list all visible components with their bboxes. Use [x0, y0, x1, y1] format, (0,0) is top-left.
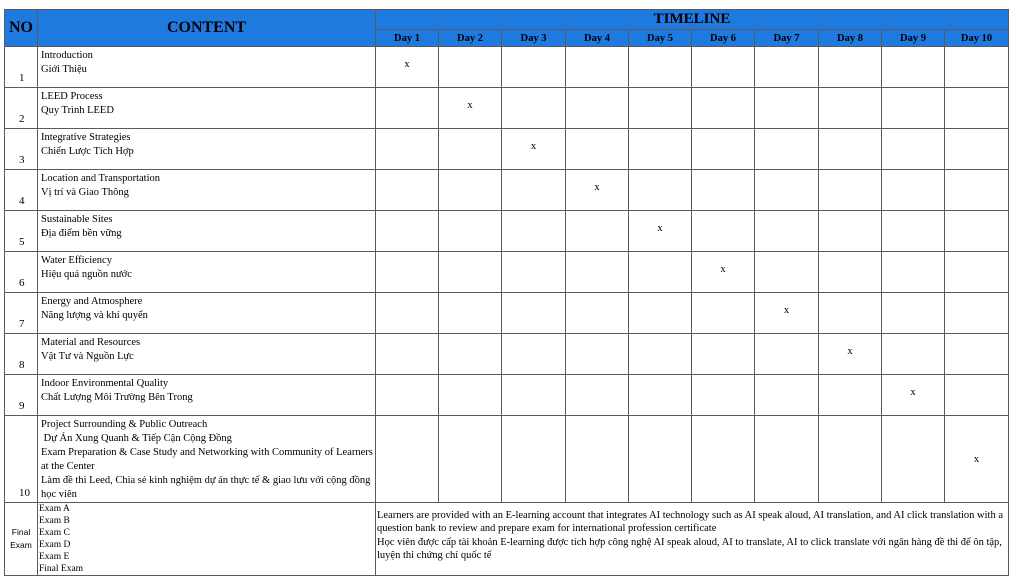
day-cell [755, 129, 819, 170]
day-cell [945, 88, 1009, 129]
day-header: Day 7 [755, 30, 819, 47]
row-content [38, 88, 376, 129]
content-line: Sustainable Sites [41, 214, 113, 225]
content-line: Giới Thiệu [41, 64, 87, 75]
day-cell [945, 170, 1009, 211]
day-header: Day 4 [566, 30, 629, 47]
day-cell [376, 416, 439, 503]
day-header: Day 9 [882, 30, 945, 47]
day-cell [376, 375, 439, 416]
exam-list [38, 503, 376, 576]
day-cell [692, 170, 755, 211]
day-cell [819, 375, 882, 416]
day-cell [692, 129, 755, 170]
day-cell [439, 416, 502, 503]
row-content [38, 375, 376, 416]
day-cell [882, 252, 945, 293]
day-cell [882, 334, 945, 375]
day-cell [376, 129, 439, 170]
day-cell [819, 293, 882, 334]
no-header: NO [5, 10, 38, 47]
day-cell [629, 88, 692, 129]
day-cell [376, 293, 439, 334]
schedule-row [5, 47, 1009, 88]
content-line: Introduction [41, 50, 93, 61]
row-content [38, 416, 376, 503]
day-cell [945, 375, 1009, 416]
row-content [38, 211, 376, 252]
day-cell [566, 129, 629, 170]
day-cell [819, 170, 882, 211]
day-cell [945, 211, 1009, 252]
day-cell [629, 375, 692, 416]
day-cell [566, 170, 629, 211]
schedule-mark: x [973, 453, 980, 465]
day-cell [566, 211, 629, 252]
day-cell [755, 88, 819, 129]
schedule-row [5, 88, 1009, 129]
exam-item: Exam E [39, 552, 70, 562]
schedule-mark: x [594, 181, 600, 193]
day-cell [376, 170, 439, 211]
row-number: 8 [5, 334, 38, 375]
exam-item: Exam C [39, 528, 70, 538]
day-cell [566, 416, 629, 503]
day-cell [755, 293, 819, 334]
day-cell [755, 416, 819, 503]
day-cell [502, 293, 566, 334]
content-line: Làm đề thi Leed, Chia sẻ kinh nghiệm dự án thực tế & giao lưu với cộng đồng học viên [41, 475, 374, 500]
row-content [38, 47, 376, 88]
day-cell [882, 170, 945, 211]
row-number: 7 [5, 293, 38, 334]
schedule-mark: x [720, 263, 726, 275]
day-cell [376, 334, 439, 375]
day-cell [945, 47, 1009, 88]
day-header: Day 6 [692, 30, 755, 47]
day-cell [692, 416, 755, 503]
day-cell [755, 334, 819, 375]
day-cell [819, 47, 882, 88]
elearning-note [376, 503, 1009, 576]
day-cell [755, 375, 819, 416]
day-cell [566, 47, 629, 88]
day-header: Day 2 [439, 30, 502, 47]
content-line: LEED Process [41, 91, 103, 102]
row-number: 2 [5, 88, 38, 129]
day-cell [882, 211, 945, 252]
day-cell [439, 88, 502, 129]
content-line: Dự Án Xung Quanh & Tiếp Cận Cộng Đồng [41, 433, 232, 444]
day-cell [502, 334, 566, 375]
content-line: Material and Resources [41, 337, 141, 348]
day-cell [945, 129, 1009, 170]
row-content [38, 252, 376, 293]
day-cell [819, 88, 882, 129]
day-cell [945, 334, 1009, 375]
note-vietnamese: Học viên được cấp tài khoản E-learning được tích hợp công nghệ AI speak aloud, AI to translate, AI to click translate với ngân hàng đề thi để ôn tập, luyện thi chứng chỉ quốc tế [377, 536, 1002, 562]
day-header: Day 3 [502, 30, 566, 47]
day-header: Day 8 [819, 30, 882, 47]
row-content [38, 129, 376, 170]
schedule-mark: x [657, 222, 663, 234]
exam-label-line: Exam [10, 540, 32, 550]
day-cell [502, 252, 566, 293]
schedule-row [5, 416, 1009, 503]
day-cell [629, 334, 692, 375]
day-cell [502, 170, 566, 211]
row-number: 3 [5, 129, 38, 170]
note-english: Learners are provided with an E-learning account that integrates AI technology such as AI speak aloud, AI translation, and AI click translation with a question bank to review and prepare exam for international profession certificate [377, 510, 1004, 535]
content-line: Năng lượng và khí quyển [41, 310, 148, 321]
day-cell [692, 293, 755, 334]
day-cell [502, 375, 566, 416]
schedule-mark: x [404, 58, 410, 70]
day-cell [376, 88, 439, 129]
day-cell [882, 47, 945, 88]
schedule-row [5, 129, 1009, 170]
content-line: Vật Tư và Nguồn Lực [41, 351, 134, 362]
day-cell [755, 170, 819, 211]
day-header: Day 5 [629, 30, 692, 47]
day-cell [629, 47, 692, 88]
day-cell [819, 211, 882, 252]
content-line: Exam Preparation & Case Study and Networking with Community of Learners at the Center [41, 447, 376, 472]
content-line: Water Efficiency [41, 255, 112, 266]
content-line: Chiến Lược Tích Hợp [41, 146, 134, 157]
day-cell [945, 416, 1009, 503]
exam-item: Exam D [39, 540, 71, 550]
schedule-mark: x [910, 386, 916, 398]
day-cell [819, 334, 882, 375]
day-cell [566, 375, 629, 416]
day-cell [819, 416, 882, 503]
row-number: 10 [5, 416, 38, 503]
day-cell [882, 129, 945, 170]
day-cell [882, 88, 945, 129]
day-cell [439, 47, 502, 88]
day-cell [692, 252, 755, 293]
day-cell [629, 170, 692, 211]
row-number: 5 [5, 211, 38, 252]
row-number: 9 [5, 375, 38, 416]
content-line: Vị trí và Giao Thông [41, 187, 129, 198]
day-cell [502, 416, 566, 503]
day-cell [502, 129, 566, 170]
day-cell [502, 47, 566, 88]
exam-item: Exam B [39, 516, 70, 526]
schedule-row [5, 252, 1009, 293]
schedule-mark: x [467, 99, 473, 111]
day-header: Day 10 [945, 30, 1009, 47]
day-header: Day 1 [376, 30, 439, 47]
day-cell [566, 293, 629, 334]
day-cell [439, 211, 502, 252]
content-line: Integrative Strategies [41, 132, 131, 143]
row-content [38, 170, 376, 211]
day-cell [439, 375, 502, 416]
day-cell [755, 252, 819, 293]
content-line: Energy and Atmosphere [41, 296, 143, 307]
day-cell [882, 375, 945, 416]
exam-item: Exam A [39, 504, 70, 514]
row-content [38, 334, 376, 375]
content-line: Quy Trình LEED [41, 105, 114, 116]
final-exam-label [5, 503, 38, 576]
day-cell [376, 211, 439, 252]
content-line: Hiệu quả nguồn nước [41, 269, 132, 280]
schedule-row [5, 293, 1009, 334]
day-cell [945, 293, 1009, 334]
content-header: CONTENT [38, 10, 376, 47]
exam-item: Final Exam [39, 564, 84, 574]
day-cell [819, 252, 882, 293]
schedule-row [5, 170, 1009, 211]
day-cell [439, 170, 502, 211]
day-cell [566, 334, 629, 375]
day-cell [882, 293, 945, 334]
content-line: Project Surrounding & Public Outreach [41, 419, 208, 430]
schedule-row [5, 375, 1009, 416]
day-cell [755, 47, 819, 88]
day-cell [629, 416, 692, 503]
content-line: Location and Transportation [41, 173, 160, 184]
final-exam-row [5, 503, 1009, 576]
schedule-mark: x [847, 345, 853, 357]
timeline-header: TIMELINE [376, 10, 1009, 30]
day-cell [882, 416, 945, 503]
content-line: Indoor Environmental Quality [41, 378, 169, 389]
day-cell [819, 129, 882, 170]
row-number: 4 [5, 170, 38, 211]
day-cell [502, 88, 566, 129]
day-cell [629, 211, 692, 252]
day-cell [945, 252, 1009, 293]
schedule-mark: x [783, 304, 790, 316]
row-number: 1 [5, 47, 38, 88]
day-cell [376, 47, 439, 88]
day-cell [566, 88, 629, 129]
day-cell [439, 293, 502, 334]
day-cell [629, 293, 692, 334]
row-content [38, 293, 376, 334]
schedule-mark: x [530, 140, 537, 152]
day-cell [439, 252, 502, 293]
day-cell [755, 211, 819, 252]
day-cell [692, 88, 755, 129]
row-number: 6 [5, 252, 38, 293]
day-cell [692, 211, 755, 252]
day-cell [692, 334, 755, 375]
day-cell [629, 129, 692, 170]
final-label-line: Final [11, 527, 31, 537]
day-cell [439, 334, 502, 375]
day-cell [376, 252, 439, 293]
day-cell [502, 211, 566, 252]
schedule-row [5, 211, 1009, 252]
schedule-row [5, 334, 1009, 375]
day-cell [692, 375, 755, 416]
day-cell [692, 47, 755, 88]
day-cell [566, 252, 629, 293]
content-line: Chất Lượng Môi Trường Bên Trong [41, 392, 193, 403]
content-line: Địa điểm bền vững [41, 228, 122, 239]
day-cell [439, 129, 502, 170]
course-schedule-table [4, 9, 1009, 576]
day-cell [629, 252, 692, 293]
